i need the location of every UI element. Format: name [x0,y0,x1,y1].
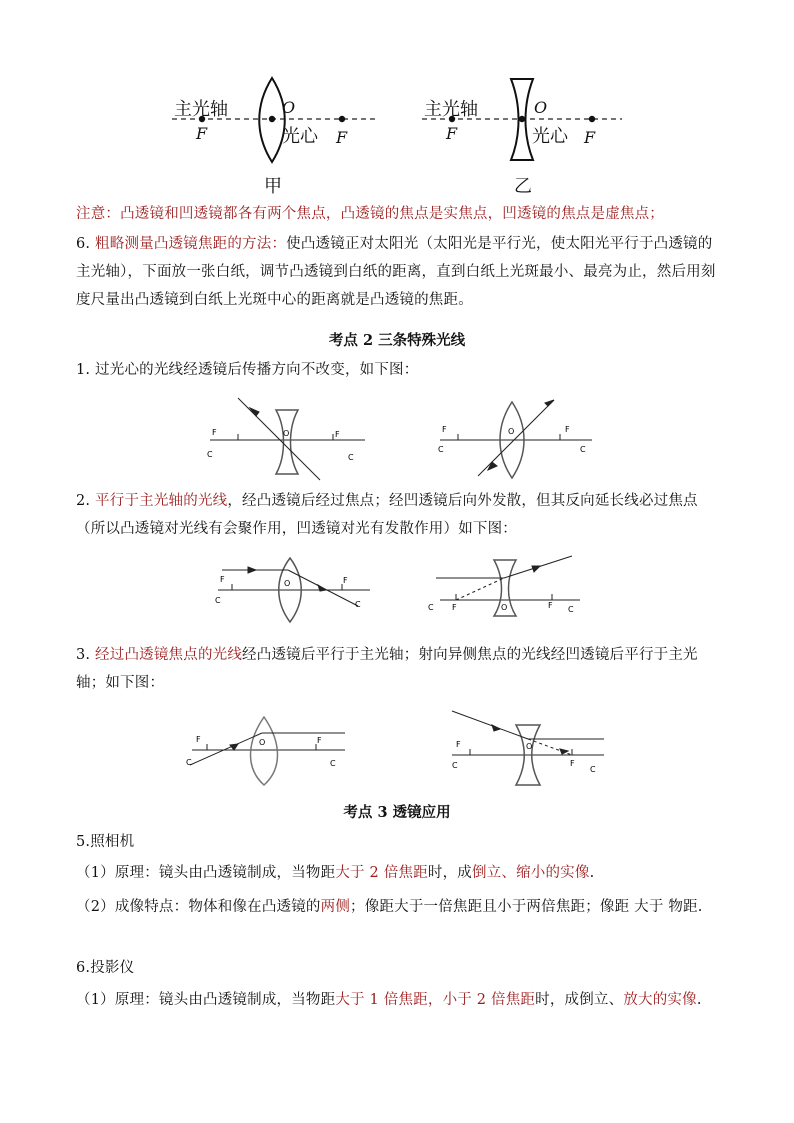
concave-focus-right: F [584,128,596,147]
rule1-text: 1. 过光心的光线经透镜后传播方向不改变，如下图： [76,362,419,378]
note-text: 注意：凸透镜和凹透镜都各有两个焦点，凸透镜的焦点是实焦点，凹透镜的焦点是虚焦点； [76,206,664,222]
r3-left-c2: C [330,759,336,768]
convex-center-o: O [282,98,296,117]
rule3-highlight: 经过凸透镜焦点的光线 [95,647,243,663]
camera-title: 5.照相机 [76,834,135,850]
rule2-highlight: 平行于主光轴的光线 [95,493,228,509]
r3-left-o: O [259,738,266,747]
r3-left-f1: F [196,735,201,744]
measure-method-label: 粗略测量凸透镜焦距的方法： [95,236,287,252]
convex-focus-right: F [336,128,348,147]
r2-right-o: O [501,603,508,612]
convex-focus-left: F [196,124,208,143]
r2-right-f1: F [452,603,457,612]
rule2-diagrams [0,550,794,625]
rule3-paragraph: 3. 经过凸透镜焦点的光线经凸透镜后平行于主光轴；射向异侧焦点的光线经凹透镜后平行于主光轴；如下图： [76,647,698,691]
concave-focus-left: F [446,124,458,143]
concave-caption: 乙 [514,176,532,197]
r1-left-f2: F [335,430,340,439]
r2-left-c2: C [355,600,361,609]
r1-right-f1: F [442,425,447,434]
r3-left-c1: C [186,758,192,767]
r2-right-c2: C [568,605,574,614]
r1-right-c2: C [580,445,586,454]
r1-left-c2: C [348,453,354,462]
r2-right-f2: F [548,601,553,610]
convex-axis-label: 主光轴 [174,99,228,120]
r3-right-c2: C [590,765,596,774]
top-diagrams [0,70,794,200]
r3-right-c1: C [452,761,458,770]
rule1-diagrams [0,388,794,488]
r2-right-c1: C [428,603,434,612]
r3-left-f2: F [317,736,322,745]
r3-right-o: O [526,742,533,751]
concave-optical-center: 光心 [532,126,568,147]
r1-left-c1: C [207,450,213,459]
r1-left-o: O [283,429,290,438]
r2-left-o: O [284,579,291,588]
r1-right-o: O [508,427,515,436]
r2-left-f1: F [220,575,225,584]
r2-left-f2: F [343,576,348,585]
r1-right-f2: F [565,425,570,434]
convex-optical-center: 光心 [282,126,318,147]
rule3-diagrams [0,705,794,795]
concave-center-o: O [534,98,548,117]
rule2-paragraph: 2. 平行于主光轴的光线，经凸透镜后经过焦点；经凹透镜后向外发散，但其反向延长线必过焦点（所以凸透镜对光线有会聚作用，凹透镜对光有发散作用）如下图： [76,493,698,537]
r3-right-f1: F [456,740,461,749]
r3-right-f2: F [570,759,575,768]
r1-right-c1: C [438,445,444,454]
convex-caption: 甲 [264,176,282,197]
projector-principle: （1）原理：镜头由凸透镜制成，当物距大于 1 倍焦距，小于 2 倍焦距时，成倒立、放大的实像. [76,992,702,1008]
measure-focal-length-paragraph: 6. 粗略测量凸透镜焦距的方法：使凸透镜正对太阳光（太阳光是平行光，使太阳光平行于凸透镜的主光轴），下面放一张白纸，调节凸透镜到白纸的距离，直到白纸上光斑最小、最亮为止，然后用刻度尺量出凸透镜到白纸上光斑中心的距离就是凸透镜的焦距。 [76,236,716,308]
r1-left-f1: F [212,428,217,437]
r2-left-c1: C [215,596,221,605]
camera-features: （2）成像特点：物体和像在凸透镜的两侧；像距大于一倍焦距且小于两倍焦距；像距 大于 物距. [76,899,703,915]
projector-title: 6.投影仪 [76,960,135,976]
section2-title: 考点 2 三条特殊光线 [328,332,466,349]
section3-title: 考点 3 透镜应用 [343,804,451,821]
concave-axis-label: 主光轴 [424,99,478,120]
camera-principle: （1）原理：镜头由凸透镜制成，当物距大于 2 倍焦距时，成倒立、缩小的实像. [76,865,595,881]
